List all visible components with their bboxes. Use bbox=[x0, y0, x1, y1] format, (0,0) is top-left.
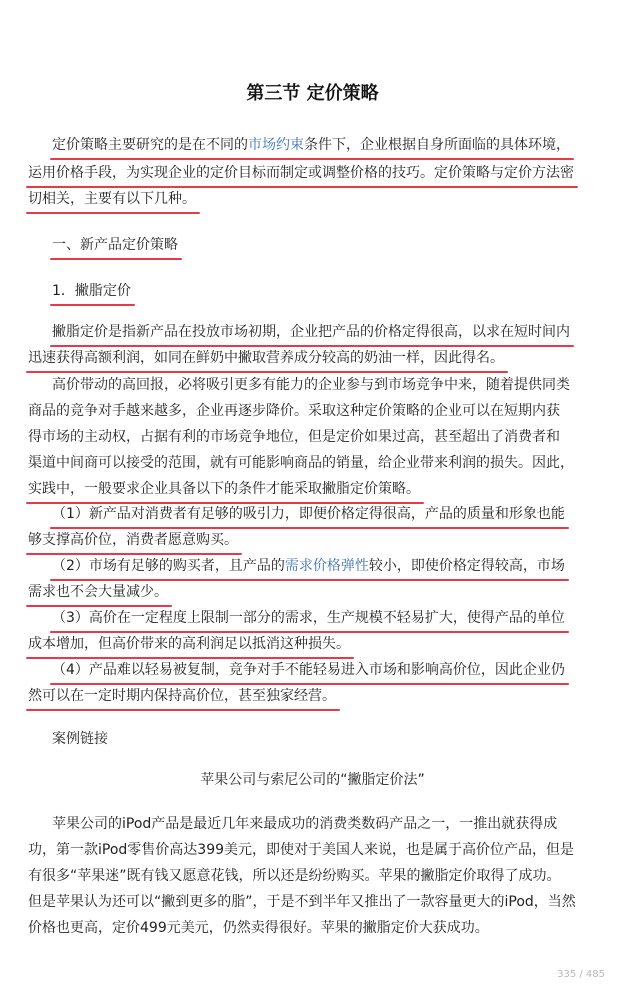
condition2-line-1: （2）市场有足够的购买者，且产品的需求价格弹性较小，即使价格定得较高，市场 bbox=[52, 558, 565, 574]
page-indicator: 335 / 485 bbox=[557, 969, 605, 980]
para2-line-2: 商品的竞争对手越来越多，企业再逐步降价。采取这种定价策略的企业可以在短期内获 bbox=[28, 403, 560, 419]
case-body-line-1: 苹果公司的iPod产品是最近几年来最成功的消费类数码产品之一，一推出就获得成 bbox=[52, 816, 558, 832]
intro-line-1: 定价策略主要研究的是在不同的市场约束条件下，企业根据自身所面临的具体环境， bbox=[52, 137, 570, 153]
intro-line-3: 切相关，主要有以下几种。 bbox=[28, 191, 196, 207]
price-elasticity-link[interactable]: 需求价格弹性 bbox=[284, 558, 369, 574]
condition4-line-2: 然可以在一定时期内保持高价位，甚至独家经营。 bbox=[28, 688, 336, 704]
condition1-line-2: 够支撑高价位，消费者愿意购买。 bbox=[28, 532, 238, 548]
condition1-line-1: （1）新产品对消费者有足够的吸引力，即便价格定得很高，产品的质量和形象也能 bbox=[52, 506, 565, 522]
section-title: 第三节 定价策略 bbox=[246, 83, 379, 104]
condition4-line-1: （4）产品难以轻易被复制，竞争对手不能轻易进入市场和影响高价位，因此企业仍 bbox=[52, 662, 565, 678]
case-body-line-2: 功，第一款iPod零售价高达399美元，即使对于美国人来说，也是属于高价位产品，但是 bbox=[28, 842, 575, 858]
subsection-heading-skimming: 1．撇脂定价 bbox=[52, 283, 131, 299]
case-body-line-5: 价格也更高，定价499元美元，仍然卖得很好。苹果的撇脂定价大获成功。 bbox=[28, 920, 489, 936]
para2-line-3: 得市场的主动权，占据有利的市场竞争地位，但是定价如果过高，甚至超出了消费者和 bbox=[28, 429, 560, 445]
case-body-line-4: 但是苹果认为还可以“撇到更多的脂”，于是不到半年又推出了一款容量更大的iPod，当然 bbox=[28, 894, 576, 910]
condition3-line-2: 成本增加，但高价带来的高利润足以抵消这种损失。 bbox=[28, 636, 350, 652]
intro-line-2: 运用价格手段，为实现企业的定价目标而制定或调整价格的技巧。定价策略与定价方法密 bbox=[28, 165, 574, 181]
condition2-line-2: 需求也不会大量减少。 bbox=[28, 584, 168, 600]
para2-line-1: 高价带动的高回报，必将吸引更多有能力的企业参与到市场竞争中来，随着提供同类 bbox=[52, 377, 570, 393]
para1-line-1: 撇脂定价是指新产品在投放市场初期，企业把产品的价格定得很高，以求在短时间内 bbox=[52, 324, 570, 340]
para1-line-2: 迅速获得高额利润，如同在鲜奶中撇取营养成分较高的奶油一样，因此得名。 bbox=[28, 350, 504, 366]
case-body-line-3: 有很多“苹果迷”既有钱又愿意花钱，所以还是纷纷购买。苹果的撇脂定价取得了成功。 bbox=[28, 868, 561, 884]
para2-line-4: 渠道中间商可以接受的范围，就有可能影响商品的销量，给企业带来利润的损失。因此， bbox=[28, 455, 574, 471]
condition3-line-1: （3）高价在一定程度上限制一部分的需求，生产规模不轻易扩大，使得产品的单位 bbox=[52, 610, 565, 626]
case-title: 苹果公司与索尼公司的“撇脂定价法” bbox=[200, 772, 425, 788]
market-constraint-link[interactable]: 市场约束 bbox=[248, 137, 304, 153]
para2-line-5: 实践中，一般要求企业具备以下的条件才能采取撇脂定价策略。 bbox=[28, 481, 420, 497]
section-heading-new-product-pricing: 一、新产品定价策略 bbox=[52, 237, 178, 253]
case-link-label: 案例链接 bbox=[52, 731, 108, 747]
